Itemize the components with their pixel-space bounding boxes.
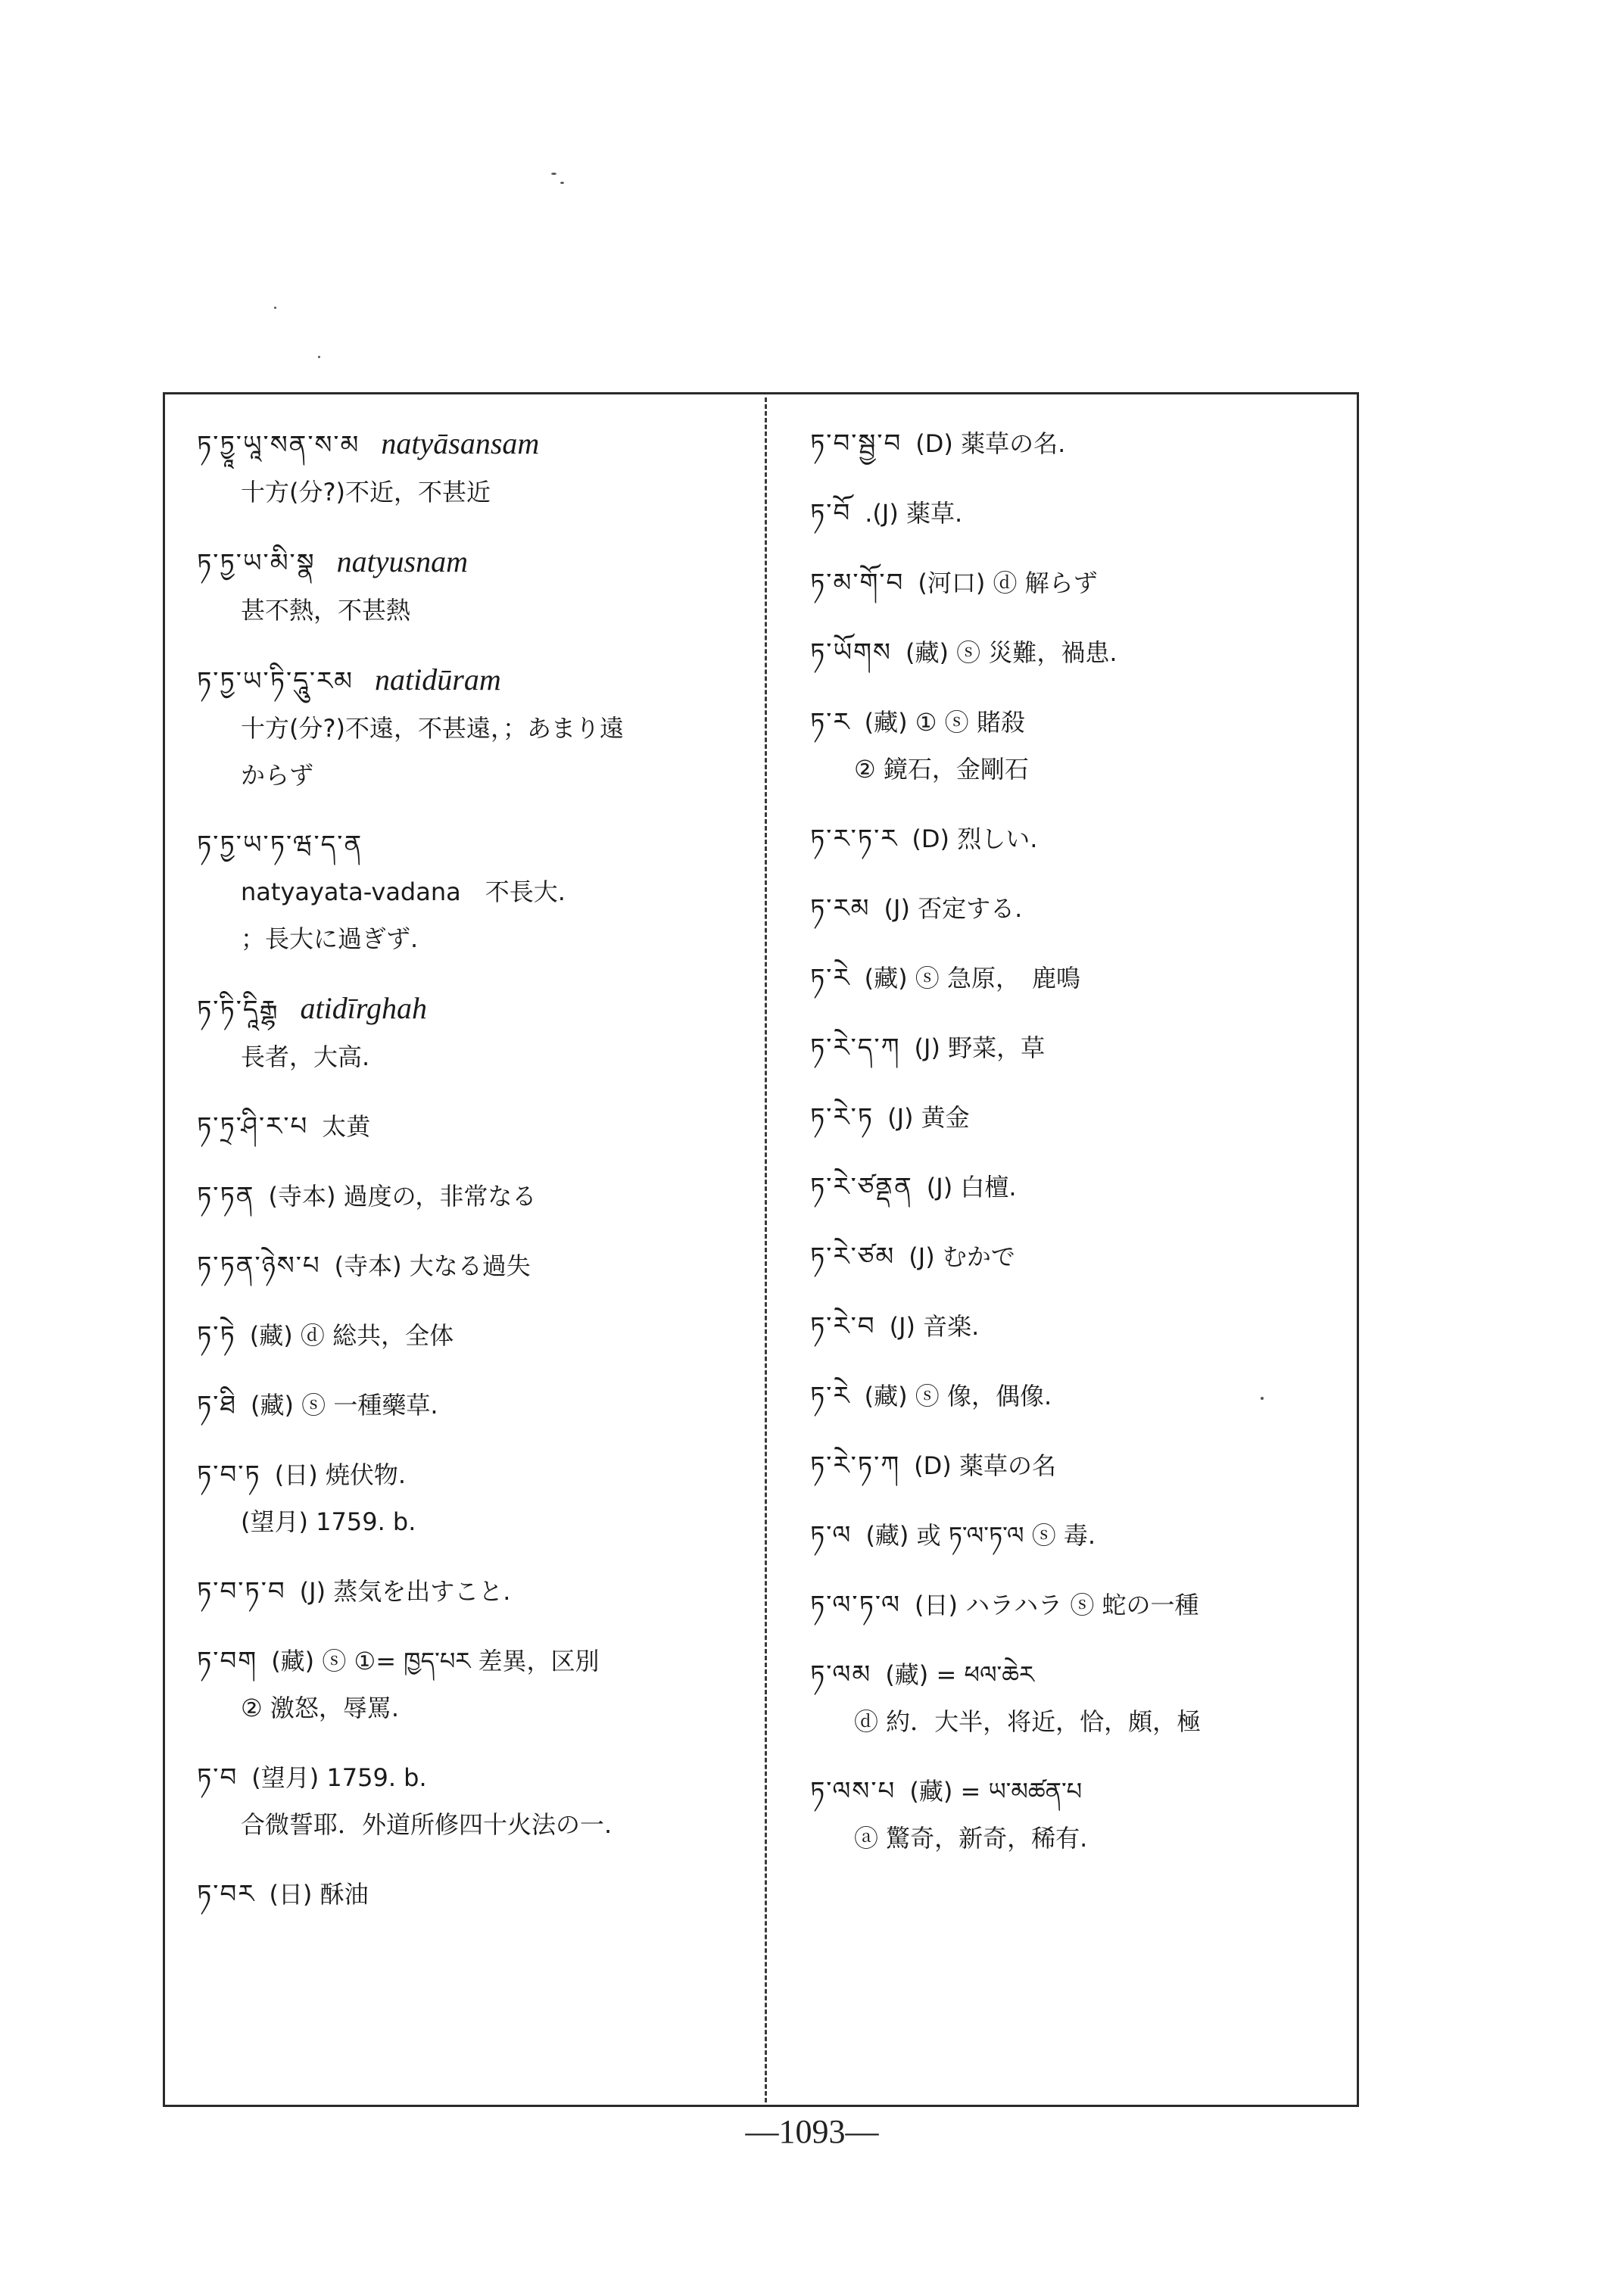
entry-spacer [810,467,1355,490]
entry-gloss: (藏) ① ⓢ 賭殺 [864,708,1025,737]
entry-headline [197,1871,757,1918]
entry-spacer [197,1150,757,1173]
dictionary-entry [197,821,757,962]
tibetan-headword: ཏ་རེ [810,963,851,993]
entry-spacer [810,1629,1355,1651]
dictionary-entry [197,1242,757,1289]
entry-spacer [197,1080,757,1103]
tibetan-headword: ཏ་རེ་བ [810,1311,876,1342]
tibetan-headword: ཏ་རེ་ཙནྡན [810,1172,913,1202]
entry-continuation: 十方(分?)不遠，不甚遠，；あまり遠 [241,714,624,743]
entry-spacer [197,1289,757,1312]
dictionary-entry [197,1638,757,1731]
entry-headline [197,656,757,705]
entry-spacer [810,1862,1355,1884]
dictionary-entry [810,420,1355,467]
entry-spacer [197,1615,757,1638]
dictionary-entry [197,538,757,634]
tibetan-headword: ཏ་ལ [810,1520,853,1551]
page-number: —1093— [745,2113,879,2150]
entry-spacer [810,1350,1355,1373]
scan-speck [318,356,320,358]
scan-speck [551,173,556,175]
entry-gloss: (J) 黄金 [887,1103,970,1132]
entry-spacer [810,1002,1355,1024]
entry-headline [810,815,1355,862]
tibetan-headword: ཏ་ཏི་དཱིརྒྷ [197,995,279,1025]
sanskrit-romanization: natidūram [375,662,501,697]
entry-gloss: (藏) ⓢ 像，偶像. [864,1382,1052,1410]
entry-spacer [810,537,1355,559]
dictionary-entry [197,1754,757,1848]
tibetan-headword: ཏ་ཏན་ཉེས་པ [197,1251,321,1281]
entry-continuation: 十方(分?)不近，不甚近 [241,478,491,506]
dictionary-entry [197,1451,757,1545]
tibetan-headword: ཏ་ཏྱ་ཡ་ཏི་དཱུ་རམ [197,666,354,697]
entry-gloss: 太黄 [322,1112,371,1141]
entry-gloss: (日) ハラハラ ⓢ 蛇の一種 [915,1591,1199,1619]
entry-headline [197,538,757,587]
entry-gloss: (J) 蒸気を出すこと. [299,1577,511,1606]
entry-headline [810,955,1355,1002]
dictionary-entry [810,885,1355,932]
entry-headline [197,1103,757,1150]
entry-spacer [197,1731,757,1754]
entry-gloss: (藏) ⓢ ①= ཁྱད་པར 差異，区別 [271,1647,600,1675]
entry-gloss: (藏) ⓢ 急原， 鹿鳴 [864,964,1080,993]
tibetan-headword: ཏ་ར [810,707,851,737]
dictionary-entry [810,490,1355,537]
tibetan-headword: ཏ་བོ [810,498,852,528]
tibetan-headword: ཏ་རེ [810,1381,851,1411]
entry-spacer [810,1141,1355,1164]
entry-spacer [810,1420,1355,1442]
entry-gloss: (D) 薬草の名. [915,429,1066,458]
sanskrit-romanization: natyāsansam [381,426,540,460]
entry-spacer [810,793,1355,815]
entry-gloss: (J) 野菜，草 [914,1033,1046,1062]
entry-gloss: (河口) ⓓ 解らず [918,569,1098,597]
entry-spacer [810,932,1355,955]
dictionary-entry [810,559,1355,606]
entry-headline [197,1754,757,1801]
entry-headline [197,821,757,868]
entry-spacer [197,634,757,656]
dictionary-entry [197,1568,757,1615]
tibetan-headword: ཏ་ཐི [197,1390,237,1420]
tibetan-headword: ཏ་ཏན [197,1181,255,1211]
entry-gloss: (J) むかで [909,1242,1015,1271]
tibetan-headword: ཏ་ཏྱ་ཡ་ཏ་ཝ་ད་ན [197,830,363,860]
tibetan-headword: ཏ་ལམ [810,1660,872,1690]
tibetan-headword: ཏ་བག [197,1646,258,1676]
tibetan-headword: ཏ་ཏྱཱ་ཡཱ་སན་ས་མ [197,430,360,460]
entry-continuation: ② 鏡石，金剛石 [854,755,1029,784]
dictionary-entry [810,1164,1355,1211]
entry-spacer [197,516,757,538]
entry-headline [197,985,757,1033]
dictionary-entry [810,955,1355,1002]
entry-spacer [810,1745,1355,1768]
entry-gloss: (藏) 或 ཏ་ལ་ཏ་ལ ⓢ 毒. [865,1521,1096,1550]
entry-gloss: (寺本) 過度の，非常なる [268,1182,537,1211]
dictionary-entry [197,1103,757,1150]
entry-continuation: natyayata-vadana 不長大. [241,877,566,906]
entry-headline [810,420,1355,467]
entry-spacer [810,1559,1355,1582]
tibetan-headword: ཏ་མ་གོ་བ [810,568,905,598]
entry-continuation: 甚不熱，不甚熱 [241,596,411,625]
entry-headline [810,1442,1355,1489]
tibetan-headword: ཏ་རེ་ཙམ [810,1242,896,1272]
scan-speck [274,307,276,309]
dictionary-entry [197,420,757,516]
tibetan-headword: ཏ་རེ་ཏ [810,1102,874,1133]
tibetan-headword: ཏ་ཏེ [197,1320,236,1351]
tibetan-headword: ཏ་རམ [810,893,871,924]
entry-gloss: (寺本) 大なる過失 [334,1251,531,1280]
entry-headline [810,1373,1355,1420]
dictionary-entry [810,629,1355,676]
entry-headline [197,420,757,469]
entry-continuation: ⓓ 約．大半，将近，恰，頗，極 [854,1707,1202,1736]
entry-headline [810,1164,1355,1211]
entry-headline [197,1312,757,1359]
dictionary-entry [197,1173,757,1220]
dictionary-entry [197,656,757,799]
entry-headline [810,699,1355,746]
entry-gloss: (藏) = ཡ་མཚན་པ [909,1777,1083,1806]
tibetan-headword: ཏ་བར [197,1879,256,1909]
tibetan-headword: ཏ་བ་སྦྱ་བ [810,429,902,459]
entry-headline [810,885,1355,932]
tibetan-headword: ཏ་བ་ཏ [197,1460,261,1490]
entry-gloss: (藏) ⓢ 災難，禍患. [906,638,1117,667]
entry-headline [810,629,1355,676]
entry-headline [810,490,1355,537]
tibetan-headword: ཏ་ཏྱ་ཡ་མི་སྣ [197,548,316,578]
entry-gloss: (日) 焼伏物. [274,1460,407,1489]
tibetan-headword: ཏ་རེ་ད་ཀ [810,1033,901,1063]
entry-spacer [810,676,1355,699]
entry-spacer [197,1545,757,1568]
tibetan-headword: ཏ་ར་ཏ་ར [810,824,899,854]
dictionary-entry [810,699,1355,793]
entry-spacer [197,1848,757,1871]
entry-continuation: からず [241,761,314,790]
entry-gloss: (J) 否定する. [884,894,1023,923]
dictionary-entry [197,1382,757,1429]
tibetan-headword: ཏ་ལ་ཏ་ལ [810,1590,902,1620]
entry-spacer [197,1429,757,1451]
entry-gloss: .(J) 薬草. [865,499,963,528]
tibetan-headword: ཏ་རེ་ཏ་ཀ [810,1451,901,1481]
dictionary-entry [810,1768,1355,1862]
dictionary-entry [810,1582,1355,1629]
column-divider [765,397,767,2102]
entry-spacer [810,1071,1355,1094]
dictionary-entry [810,1512,1355,1559]
entry-continuation: 合微誓耶．外道所修四十火法の一. [241,1810,613,1839]
entry-headline [197,1242,757,1289]
entry-gloss: (J) 音楽. [889,1312,980,1341]
entry-spacer [197,1220,757,1242]
sanskrit-romanization: natyusnam [336,544,468,578]
scan-speck [560,182,564,184]
dictionary-entry [197,1312,757,1359]
entry-spacer [810,606,1355,629]
entry-headline [197,1638,757,1685]
entry-headline [810,559,1355,606]
entry-spacer [810,1211,1355,1233]
left-column [197,420,757,1940]
tibetan-headword: ཏ་ཡོགས [810,637,892,668]
entry-headline [197,1568,757,1615]
dictionary-entry [810,1094,1355,1141]
dictionary-entry [197,1871,757,1918]
entry-spacer [197,962,757,985]
entry-spacer [197,1918,757,1940]
entry-continuation: (望月) 1759. b. [241,1507,416,1536]
entry-headline [810,1233,1355,1280]
entry-spacer [810,1280,1355,1303]
dictionary-entry [810,1651,1355,1745]
entry-headline [810,1768,1355,1815]
entry-continuation: ② 激怒，辱罵. [241,1694,400,1722]
entry-gloss: (藏) = ཕལ་ཆེར [885,1660,1034,1689]
entry-headline [197,1451,757,1498]
dictionary-entry [810,1233,1355,1280]
entry-gloss: (望月) 1759. b. [251,1763,427,1792]
dictionary-entry [810,1024,1355,1071]
dictionary-entry [810,1303,1355,1350]
entry-headline [810,1094,1355,1141]
tibetan-headword: ཏ་བ [197,1763,238,1793]
entry-headline [197,1173,757,1220]
tibetan-headword: ཏ་ལས་པ [810,1776,896,1806]
entry-headline [810,1651,1355,1698]
entry-gloss: (藏) ⓓ 総共，全体 [249,1321,454,1350]
entry-continuation: ；長大に過ぎず. [241,924,419,953]
entry-spacer [810,862,1355,885]
entry-headline [810,1024,1355,1071]
sanskrit-romanization: atidīrghah [300,991,427,1025]
entry-headline [197,1382,757,1429]
entry-continuation: ⓐ 驚奇，新奇，稀有. [854,1824,1088,1853]
dictionary-entry [810,1373,1355,1420]
entry-gloss: (D) 烈しい. [912,824,1038,853]
entry-gloss: (J) 白檀. [926,1173,1017,1202]
entry-gloss: (日) 酥油 [269,1880,369,1909]
entry-headline [810,1303,1355,1350]
dictionary-entry [810,1442,1355,1489]
entry-continuation: 長者，大高. [241,1043,370,1071]
entry-gloss: (藏) ⓢ 一種藥草. [251,1391,438,1420]
entry-spacer [810,1489,1355,1512]
entry-headline [810,1512,1355,1559]
entry-headline [810,1582,1355,1629]
entry-gloss: (D) 薬草の名 [914,1451,1056,1480]
tibetan-headword: ཏ་ཏྲ་ཤི་ར་པ [197,1111,309,1142]
dictionary-entry [810,815,1355,862]
tibetan-headword: ཏ་བ་ཏ་བ [197,1576,286,1607]
entry-spacer [197,1359,757,1382]
right-column [810,420,1355,1884]
entry-spacer [197,799,757,821]
dictionary-entry [197,985,757,1080]
